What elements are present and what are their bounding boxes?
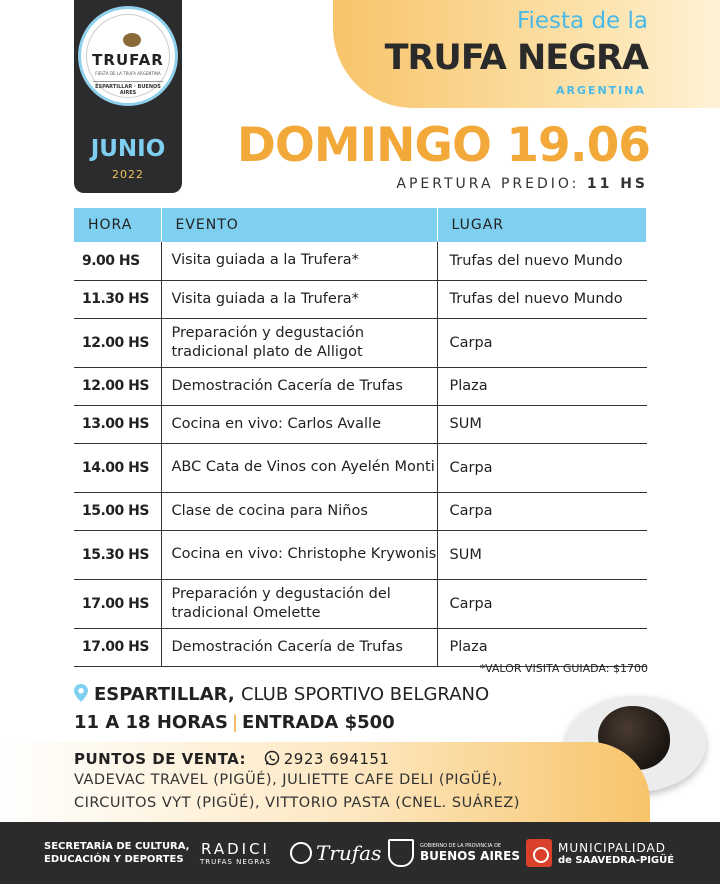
row-hora: 15.00 HS — [74, 492, 161, 530]
column-header-hora: HORA — [74, 208, 161, 242]
row-hora: 12.00 HS — [74, 318, 161, 367]
table-row — [74, 492, 647, 530]
row-hora: 9.00 HS — [74, 242, 161, 280]
row-lugar: SUM — [437, 530, 647, 579]
column-header-lugar: LUGAR — [437, 208, 647, 242]
row-hora: 17.00 HS — [74, 628, 161, 666]
secretaria-line-2: EDUCACIÓN Y DEPORTES — [44, 854, 184, 865]
table-row — [74, 367, 647, 405]
row-evento: Demostración Cacería de Trufas — [161, 367, 437, 405]
trufar-logo — [78, 6, 178, 106]
logo-ribbon: ESPARTILLAR · BUENOS AIRES — [93, 81, 163, 93]
trufas-name: Trufas — [316, 841, 382, 865]
trufas-emblem-icon — [290, 842, 312, 864]
row-lugar: Carpa — [437, 443, 647, 492]
guided-visit-price-note: *VALOR VISITA GUIADA: $1700 — [479, 662, 648, 675]
table-row — [74, 280, 647, 318]
row-lugar: Carpa — [437, 318, 647, 367]
row-evento: Cocina en vivo: Christophe Krywonis — [161, 530, 437, 579]
location-town: ESPARTILLAR, — [94, 684, 235, 705]
sponsors-footer — [0, 822, 720, 884]
entry-price: ENTRADA $500 — [242, 712, 395, 733]
sales-heading: PUNTOS DE VENTA: — [74, 750, 247, 768]
table-row — [74, 405, 647, 443]
municipalidad-logo — [526, 822, 674, 884]
row-evento: ABC Cata de Vinos con Ayelén Monti — [161, 443, 437, 492]
hours-line — [74, 712, 395, 733]
opening-time — [396, 176, 648, 192]
table-row — [74, 530, 647, 579]
row-evento: Clase de cocina para Niños — [161, 492, 437, 530]
sales-points-line-1: VADEVAC TRAVEL (PIGÜÉ), JULIETTE CAFE DELI (PIGÜÉ), — [74, 772, 503, 788]
row-lugar: SUM — [437, 405, 647, 443]
whatsapp-icon — [264, 750, 280, 766]
row-hora: 15.30 HS — [74, 530, 161, 579]
row-evento: Visita guiada a la Trufera* — [161, 280, 437, 318]
radici-logo — [200, 822, 271, 884]
row-lugar: Trufas del nuevo Mundo — [437, 242, 647, 280]
ba-small-text: GOBIERNO DE LA PROVINCIA DE — [420, 843, 502, 849]
trufas-logo — [290, 822, 381, 884]
badge-month: JUNIO — [90, 136, 166, 162]
column-header-evento: EVENTO — [161, 208, 437, 242]
secretaria-logo — [44, 822, 189, 884]
row-hora: 12.00 HS — [74, 367, 161, 405]
municipalidad-line-2: de SAAVEDRA-PIGÜÉ — [558, 854, 675, 866]
badge-year: 2022 — [112, 168, 144, 181]
location-line — [74, 684, 489, 705]
table-row — [74, 628, 647, 666]
row-hora: 14.00 HS — [74, 443, 161, 492]
hours-separator: | — [231, 712, 239, 733]
sales-phone[interactable]: 2923 694151 — [283, 750, 390, 768]
logo-tagline: FIESTA DE LA TRUFA ARGENTINA — [95, 71, 161, 76]
municipal-seal-icon — [526, 839, 552, 867]
table-row — [74, 318, 647, 367]
row-lugar: Trufas del nuevo Mundo — [437, 280, 647, 318]
radici-subtitle: TRUFAS NEGRAS — [200, 858, 271, 866]
row-evento: Preparación y degustación tradicional plato de Alligot — [161, 318, 437, 367]
table-header-row — [74, 208, 647, 242]
row-lugar: Plaza — [437, 367, 647, 405]
row-evento: Demostración Cacería de Trufas — [161, 628, 437, 666]
buenos-aires-logo — [388, 822, 520, 884]
event-hours: 11 A 18 HORAS — [74, 712, 228, 733]
row-hora: 17.00 HS — [74, 579, 161, 628]
truffle-icon — [123, 33, 141, 47]
row-evento: Preparación y degustación del tradicional Omelette — [161, 579, 437, 628]
opening-value: 11 HS — [586, 176, 648, 192]
row-evento: Visita guiada a la Trufera* — [161, 242, 437, 280]
opening-label: APERTURA PREDIO: — [396, 176, 580, 192]
table-row — [74, 579, 647, 628]
province-shield-icon — [388, 839, 414, 867]
schedule-table — [74, 208, 647, 667]
location-venue: CLUB SPORTIVO BELGRANO — [240, 684, 490, 705]
title-line-2: TRUFA NEGRA — [384, 38, 648, 78]
row-lugar: Plaza — [437, 628, 647, 666]
row-lugar: Carpa — [437, 579, 647, 628]
event-badge — [74, 0, 182, 193]
title-line-1: Fiesta de la — [516, 8, 648, 34]
event-day: DOMINGO 19.06 — [236, 118, 650, 173]
row-hora: 11.30 HS — [74, 280, 161, 318]
radici-name: RADICI — [201, 840, 270, 858]
title-line-3: ARGENTINA — [555, 84, 646, 97]
row-lugar: Carpa — [437, 492, 647, 530]
sales-points-line-2: CIRCUITOS VYT (PIGÜÉ), VITTORIO PASTA (CNEL. SUÁREZ) — [74, 795, 520, 811]
municipalidad-line-1: MUNICIPALIDAD — [558, 840, 666, 855]
row-hora: 13.00 HS — [74, 405, 161, 443]
sales-heading-line — [74, 750, 389, 768]
table-row — [74, 443, 647, 492]
table-row — [74, 242, 647, 280]
ba-big-text: BUENOS AIRES — [420, 849, 520, 863]
secretaria-line-1: SECRETARÍA DE CULTURA, — [44, 841, 190, 852]
logo-word: TRUFAR — [92, 51, 164, 69]
row-evento: Cocina en vivo: Carlos Avalle — [161, 405, 437, 443]
location-pin-icon — [74, 684, 88, 702]
